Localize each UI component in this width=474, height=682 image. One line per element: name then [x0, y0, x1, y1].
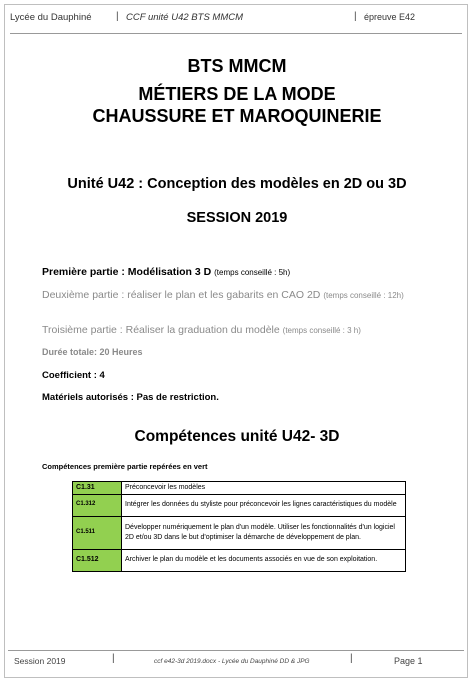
competence-text: Développer numériquement le plan d'un modèle. Utiliser les fonctionnalités d'un logiciel 2D et/ou 3D dans le but d'optimiser la démarche de développement de plan. [122, 516, 406, 549]
competences-title: Compétences unité U42- 3D [134, 428, 340, 445]
table-row [73, 494, 406, 516]
part-2 [42, 290, 422, 301]
title-line3: CHAUSSURE ET MAROQUINERIE [92, 106, 382, 126]
unit-title: Unité U42 : Conception des modèles en 2D ou 3D [67, 176, 407, 192]
competences-subtitle: Compétences première partie repérées en vert [42, 462, 208, 471]
header-separator: | [116, 11, 119, 22]
footer-separator: | [350, 653, 353, 664]
part-1-label: Première partie : Modélisation 3 D [42, 266, 212, 278]
page-header [6, 8, 464, 36]
materiels-autorises: Matériels autorisés : Pas de restriction. [42, 392, 219, 403]
part-3 [42, 324, 361, 336]
part-3-label: Troisième partie : Réaliser la graduation du modèle [42, 324, 280, 336]
competence-text: Archiver le plan du modèle et les documents associés en vue de son exploitation. [122, 549, 406, 571]
table-row [73, 516, 406, 549]
title-line1: BTS MMCM [187, 56, 287, 76]
part-2-label: Deuxième partie : réaliser le plan et les gabarits en CAO 2D [42, 289, 321, 301]
footer-file: ccf e42-3d 2019.docx - Lycée du Dauphiné DD & JPG [154, 658, 310, 665]
footer-page-number: Page 1 [394, 656, 423, 666]
competence-code: C1.512 [73, 549, 122, 571]
competence-code: C1.31 [73, 482, 122, 495]
competence-text: Préconcevoir les modèles [122, 482, 406, 495]
header-school: Lycée du Dauphiné [10, 12, 92, 23]
duree-totale: Durée totale: 20 Heures [42, 347, 143, 357]
header-ccf: CCF unité U42 BTS MMCM [126, 12, 244, 23]
competence-code: C1.312 [73, 494, 122, 516]
table-row [73, 549, 406, 571]
header-divider [10, 33, 462, 34]
header-separator: | [354, 11, 357, 22]
footer-divider [8, 650, 464, 651]
part-1-note: (temps conseillé : 5h) [214, 268, 291, 277]
header-epreuve: épreuve E42 [364, 12, 416, 22]
competence-text: Intégrer les données du styliste pour préconcevoir les lignes caractéristiques du modèle [122, 494, 406, 516]
footer-separator: | [112, 653, 115, 664]
session-title: SESSION 2019 [186, 210, 288, 226]
table-row [73, 482, 406, 495]
title-line2: MÉTIERS DE LA MODE [138, 84, 336, 104]
coefficient: Coefficient : 4 [42, 370, 105, 381]
competences-table [72, 481, 406, 572]
competence-code: C1.511 [73, 516, 122, 549]
part-2-note: (temps conseillé : 12h) [323, 291, 404, 300]
part-3-note: (temps conseillé : 3 h) [282, 326, 361, 335]
footer-session: Session 2019 [14, 656, 66, 666]
part-1 [42, 266, 290, 278]
